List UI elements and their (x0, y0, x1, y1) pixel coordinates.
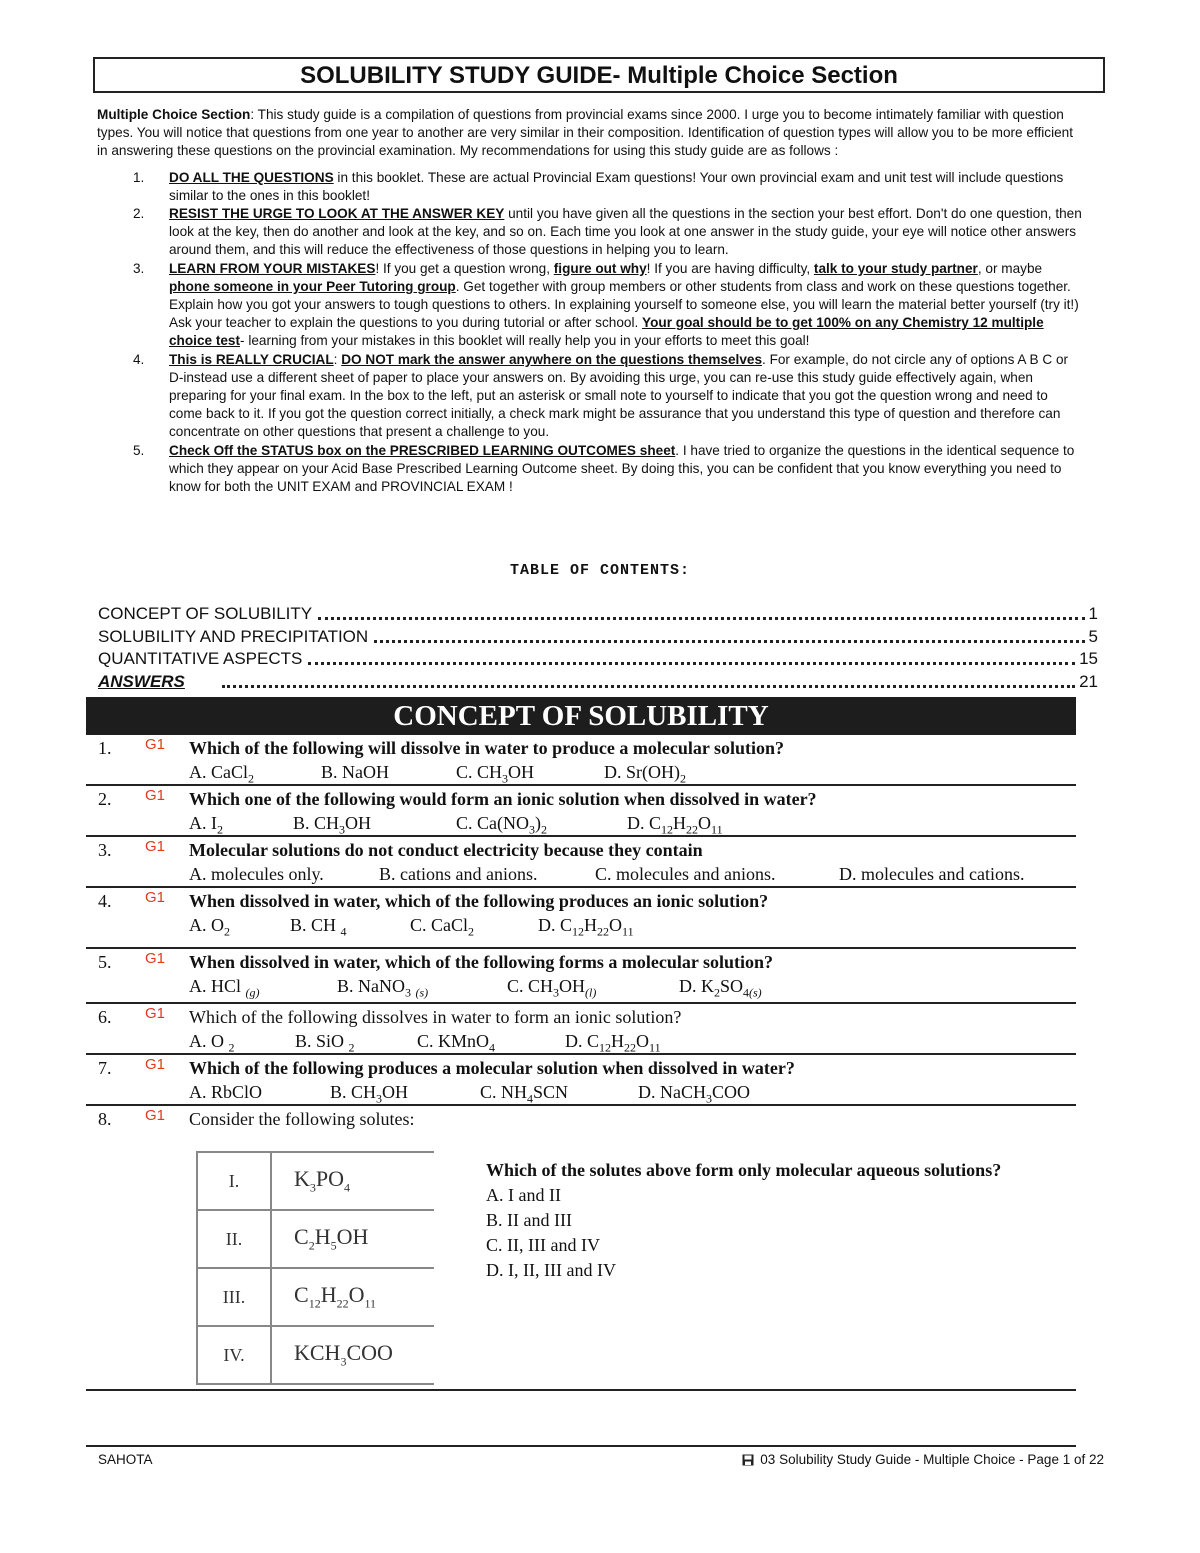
options: A. $O_2$ B. CH $_4$ C. CaCl$_2$ D. $C_{12}H_{22}O_{11}$ (189, 915, 634, 939)
divider (86, 784, 1076, 786)
option: D. molecules and cations. (839, 864, 1025, 884)
divider (86, 1389, 1076, 1391)
question-stem: When dissolved in water, which of the following forms a molecular solution? (189, 952, 774, 972)
toc-label: CONCEPT OF SOLUBILITY (98, 604, 313, 623)
item-emphasis: DO ALL THE QUESTIONS (169, 169, 334, 185)
options (189, 864, 1024, 885)
item-text: . I have tried to organize the questions in the identical sequence to which they appear on your Acid Base Prescribed Learning Outcome sheet. By doing this, you can be confident that you know everything you need to know for both the UNIT EXAM and PROVINCIAL EXAM ! (169, 442, 1075, 495)
row-label: III. (197, 1268, 271, 1326)
item-text: ! If you get a question wrong, (375, 260, 554, 276)
outcome-tag: G1 (145, 1107, 166, 1124)
divider (86, 835, 1076, 837)
section-banner: CONCEPT OF SOLUBILITY (86, 697, 1076, 735)
toc-row[interactable] (98, 647, 1098, 669)
question-number: 2. (98, 789, 112, 809)
toc-label: ANSWERS (98, 672, 185, 691)
table-row (197, 1268, 434, 1326)
toc-label: QUANTITATIVE ASPECTS (98, 649, 303, 668)
question-number: 8. (98, 1109, 112, 1129)
disk-icon (742, 1454, 754, 1466)
outcome-tag: G1 (145, 736, 166, 753)
item-number: 2. (133, 206, 145, 222)
row-label: IV. (197, 1326, 271, 1384)
item-text: . For example, do not circle any of options A B C or D-instead use a different sheet of paper to place your answers on. By avoiding this urge, you can re-use this study guide effectively again, when preparing for your final exam. In the box to the left, put an asterisk or small note to yourself to indicate that you got the question wrong and need to come back to it. If you got the question correct initially, a check mark might be assurance that you understand this type of question and therefore can concentrate on other questions that present a challenge to you. (169, 351, 1069, 440)
intro (97, 106, 1082, 496)
option: C. II, III and IV (486, 1235, 600, 1255)
toc-page: 5 (1088, 627, 1098, 646)
item-text: . Get together with group members or other students from class and work on these questions together. Explain how you got your answers to tough questions to others. In explaining yourself to someone else, you will learn the material better yourself (try it!) Ask your teacher to explain the questions to you during tutorial or after school. (169, 278, 1079, 331)
option: A. I and II (486, 1185, 561, 1205)
question-stem: Molecular solutions do not conduct electricity because they contain (189, 840, 703, 860)
question-number: 3. (98, 840, 112, 860)
item-emphasis: LEARN FROM YOUR MISTAKES (169, 260, 376, 276)
formula: $KCH_3COO$ (271, 1326, 434, 1384)
question-stem: Which of the following will dissolve in water to produce a molecular solution? (189, 738, 785, 758)
row-label: II. (197, 1210, 271, 1268)
item-emphasis: talk to your study partner (813, 260, 978, 276)
item-text: , or maybe (977, 260, 1043, 276)
list-item (97, 351, 1082, 442)
intro-lead: Multiple Choice Section (97, 107, 251, 122)
toc-page: 21 (1079, 672, 1098, 691)
q8-question (486, 1158, 1046, 1283)
footer-divider (86, 1445, 1076, 1447)
footer-page-text: 03 Solubility Study Guide - Multiple Choice - Page 1 of 22 (760, 1452, 1104, 1467)
options: A. RbClO B. $CH_3OH$ C. $NH_4SCN$ D. NaCH$_3$COO (189, 1082, 751, 1106)
option: B. cations and anions. (379, 864, 538, 884)
solute-table (196, 1151, 434, 1385)
question-number: 5. (98, 952, 112, 972)
item-emphasis: figure out why (553, 260, 647, 276)
toc-row[interactable] (98, 602, 1098, 624)
list-item (97, 260, 1082, 351)
item-text: ! If you are having difficulty, (646, 260, 814, 276)
options: A. CaCl$_2$ B. NaOH C. $CH_3OH$ D. $Sr(OH)_2$ (189, 762, 686, 786)
item-emphasis: RESIST THE URGE TO LOOK AT THE ANSWER KEY (169, 206, 505, 222)
toc-page: 1 (1088, 604, 1098, 623)
divider (86, 1104, 1076, 1106)
table-row (197, 1152, 434, 1210)
toc-heading: TABLE OF CONTENTS: (509, 562, 691, 579)
item-emphasis: phone someone in your Peer Tutoring group (169, 278, 456, 294)
formula: $C_2H_5OH$ (271, 1210, 434, 1268)
item-number: 4. (133, 351, 145, 367)
item-text: : (333, 351, 342, 367)
item-emphasis: This is REALLY CRUCIAL (169, 351, 334, 367)
list-item (97, 169, 1082, 205)
option: A. molecules only. (189, 864, 324, 884)
options: A. O $_2$ B. SiO $_2$ C. KMnO$_4$ D. $C_{12}H_{22}O_{11}$ (189, 1031, 661, 1055)
question-stem: Which of the solutes above form only molecular aqueous solutions? (486, 1160, 1002, 1180)
option: D. I, II, III and IV (486, 1260, 616, 1280)
question-stem: Which one of the following would form an ionic solution when dissolved in water? (189, 789, 817, 809)
option: C. molecules and anions. (595, 864, 776, 884)
item-text: in this booklet. These are actual Provincial Exam questions! Your own provincial exam and unit test will include questions similar to the ones in this booklet! (169, 169, 1064, 203)
page-title: SOLUBILITY STUDY GUIDE- Multiple Choice Section (93, 57, 1105, 93)
question-number: 4. (98, 891, 112, 911)
question-stem: Which of the following dissolves in water to form an ionic solution? (189, 1007, 682, 1027)
footer-page-info (742, 1452, 1104, 1467)
row-label: I. (197, 1152, 271, 1210)
item-emphasis: DO NOT mark the answer anywhere on the questions themselves (341, 351, 763, 367)
toc-leader (308, 662, 1075, 665)
option: B. II and III (486, 1210, 572, 1230)
outcome-tag: G1 (145, 1005, 166, 1022)
question-stem: Consider the following solutes: (189, 1109, 415, 1129)
table-row (197, 1326, 434, 1384)
item-emphasis: Your goal should be to get 100% on any Chemistry 12 multiple choice test (169, 315, 1044, 349)
formula: $K_3PO_4$ (271, 1152, 434, 1210)
list-item (97, 205, 1082, 260)
item-number: 5. (133, 442, 145, 458)
question-stem: When dissolved in water, which of the following produces an ionic solution? (189, 891, 769, 911)
item-text: until you have given all the questions in the section your best effort. Don't do one question, then look at the key, then do another and look at the key, and so on. Each time you look at one answer in the study guide, your eye will notice other answers around them, and this will reduce the effectiveness of those questions in helping you to learn. (169, 206, 1082, 258)
divider (86, 947, 1076, 949)
options: A. HCl $_{(g)}$ B. NaNO$_3$ $_{(s)}$ C. $CH_3OH_{(l)}$ D. $K_2SO_{4(s)}$ (189, 976, 762, 1000)
footer-author: SAHOTA (98, 1452, 153, 1467)
item-number: 1. (133, 169, 145, 185)
outcome-tag: G1 (145, 889, 166, 906)
toc-leader (318, 617, 1084, 620)
outcome-tag: G1 (145, 787, 166, 804)
list-item (97, 442, 1082, 497)
item-number: 3. (133, 260, 145, 276)
options: A. $I_2$ B. $CH_3OH$ C. $Ca(NO_3)_2$ D. $C_{12}H_{22}O_{11}$ (189, 813, 723, 837)
outcome-tag: G1 (145, 950, 166, 967)
question-stem: Which of the following produces a molecular solution when dissolved in water? (189, 1058, 795, 1078)
toc-page: 15 (1079, 649, 1098, 668)
divider (86, 1002, 1076, 1004)
outcome-tag: G1 (145, 1056, 166, 1073)
question-number: 7. (98, 1058, 112, 1078)
toc-leader (374, 640, 1084, 643)
intro-text: : This study guide is a compilation of questions from provincial exams since 2000. I urge you to become intimately familiar with question types. You will notice that questions from one year to another are very similar in their composition. Identification of question types will allow you to be more efficient in answering these questions on the provincial examination. My recommendations for using this study guide are as follows : (97, 107, 1073, 159)
divider (86, 1053, 1076, 1055)
toc-row[interactable] (98, 670, 1098, 692)
recommendations-list (97, 169, 1082, 497)
question-number: 6. (98, 1007, 112, 1027)
question-number: 1. (98, 738, 112, 758)
formula: $C_{12}H_{22}O_{11}$ (271, 1268, 434, 1326)
toc-row[interactable] (98, 625, 1098, 647)
table-row (197, 1210, 434, 1268)
item-text: - learning from your mistakes in this booklet will really help you in your efforts to meet this goal! (240, 333, 810, 349)
toc-leader (222, 685, 1075, 688)
item-emphasis: Check Off the STATUS box on the PRESCRIBED LEARNING OUTCOMES sheet (169, 442, 676, 458)
toc-label: SOLUBILITY AND PRECIPITATION (98, 627, 369, 646)
outcome-tag: G1 (145, 838, 166, 855)
divider (86, 886, 1076, 888)
